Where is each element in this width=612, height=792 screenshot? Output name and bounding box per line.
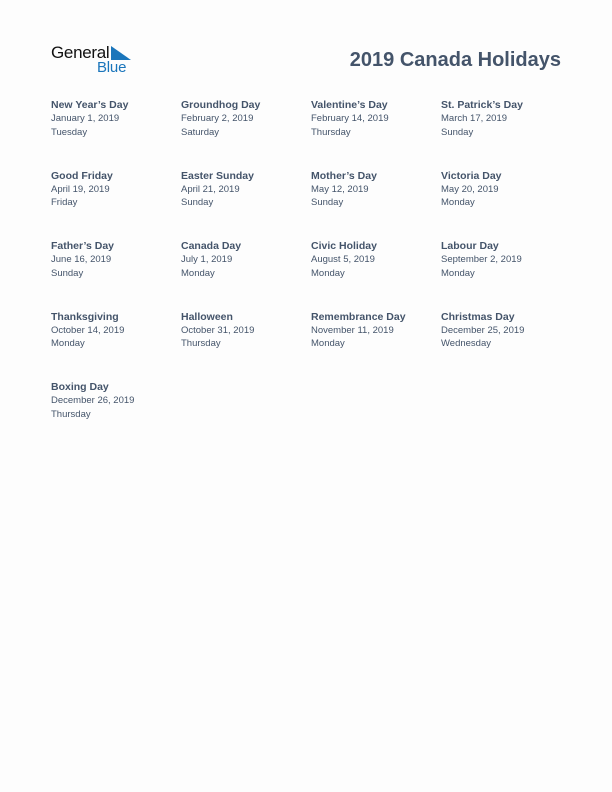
holiday-name: Canada Day: [181, 240, 242, 252]
holiday-weekday: Wednesday: [441, 338, 491, 349]
holiday-entry: [311, 310, 441, 381]
page-title: 2019 Canada Holidays: [349, 49, 561, 71]
holiday-entry: [181, 239, 311, 310]
holiday-date: February 14, 2019: [311, 113, 389, 124]
holiday-grid: [51, 98, 571, 451]
holiday-date: October 14, 2019: [51, 324, 125, 336]
holiday-entry: [51, 98, 181, 169]
holiday-entry: [181, 310, 311, 381]
holiday-name: Victoria Day: [441, 169, 502, 182]
holiday-weekday: Thursday: [51, 408, 91, 420]
holiday-date: July 1, 2019: [181, 254, 233, 265]
holiday-weekday: Friday: [51, 197, 78, 208]
holiday-weekday: Thursday: [311, 126, 351, 138]
holiday-name: Civic Holiday: [311, 240, 377, 252]
holiday-date: December 26, 2019: [51, 395, 135, 406]
holiday-weekday: Tuesday: [51, 126, 88, 138]
holiday-date: October 31, 2019: [181, 324, 255, 336]
holiday-weekday: Monday: [51, 338, 85, 349]
holiday-date: August 5, 2019: [311, 254, 375, 265]
holiday-entry: [441, 310, 571, 381]
holiday-entry: [51, 380, 181, 451]
holiday-entry: [311, 239, 441, 310]
holiday-name: Mother’s Day: [311, 169, 377, 182]
holiday-weekday: Monday: [441, 267, 475, 279]
holiday-entry: [441, 98, 571, 169]
holiday-date: December 25, 2019: [441, 324, 525, 336]
holiday-entry: [181, 98, 311, 169]
holiday-name: Halloween: [181, 310, 233, 323]
holiday-weekday: Monday: [311, 338, 345, 349]
holiday-entry: [51, 169, 181, 240]
holiday-date: February 2, 2019: [181, 113, 254, 124]
holiday-entry: [311, 98, 441, 169]
holiday-name: St. Patrick’s Day: [441, 99, 523, 111]
holiday-date: April 21, 2019: [181, 183, 240, 195]
holiday-date: March 17, 2019: [441, 113, 508, 124]
holiday-entry: [51, 310, 181, 381]
holiday-entry: [441, 169, 571, 240]
holiday-name: Good Friday: [51, 169, 113, 182]
holiday-date: November 11, 2019: [311, 324, 394, 336]
holiday-name: Valentine’s Day: [311, 99, 388, 111]
generalblue-logo: [51, 44, 135, 78]
holiday-weekday: Sunday: [51, 267, 84, 279]
holiday-name: Father’s Day: [51, 240, 115, 252]
logo-triangle-icon: [111, 46, 131, 60]
holiday-entry: [51, 239, 181, 310]
holiday-name: Boxing Day: [51, 381, 109, 393]
holiday-weekday: Sunday: [311, 197, 344, 208]
holiday-name: New Year’s Day: [51, 99, 129, 111]
holiday-weekday: Monday: [311, 267, 345, 279]
holiday-date: May 20, 2019: [441, 183, 499, 195]
holiday-date: April 19, 2019: [51, 183, 110, 195]
holiday-weekday: Thursday: [181, 338, 221, 349]
holiday-name: Remembrance Day: [311, 310, 406, 323]
holiday-date: May 12, 2019: [311, 183, 369, 195]
holiday-entry: [441, 239, 571, 310]
holiday-date: September 2, 2019: [441, 254, 522, 265]
holiday-entry: [181, 169, 311, 240]
holiday-name: Labour Day: [441, 240, 499, 252]
holiday-weekday: Sunday: [441, 126, 474, 138]
logo-text-general: General: [51, 43, 110, 62]
holiday-name: Easter Sunday: [181, 169, 254, 182]
logo-text-blue: Blue: [97, 59, 127, 76]
holiday-entry: [311, 169, 441, 240]
holiday-weekday: Monday: [441, 197, 475, 208]
holiday-weekday: Monday: [181, 267, 215, 279]
holiday-name: Christmas Day: [441, 310, 515, 323]
holiday-weekday: Sunday: [181, 197, 214, 208]
holiday-date: January 1, 2019: [51, 113, 120, 124]
holiday-date: June 16, 2019: [51, 254, 112, 265]
holiday-name: Thanksgiving: [51, 310, 119, 323]
holiday-weekday: Saturday: [181, 126, 220, 138]
holiday-name: Groundhog Day: [181, 99, 261, 111]
